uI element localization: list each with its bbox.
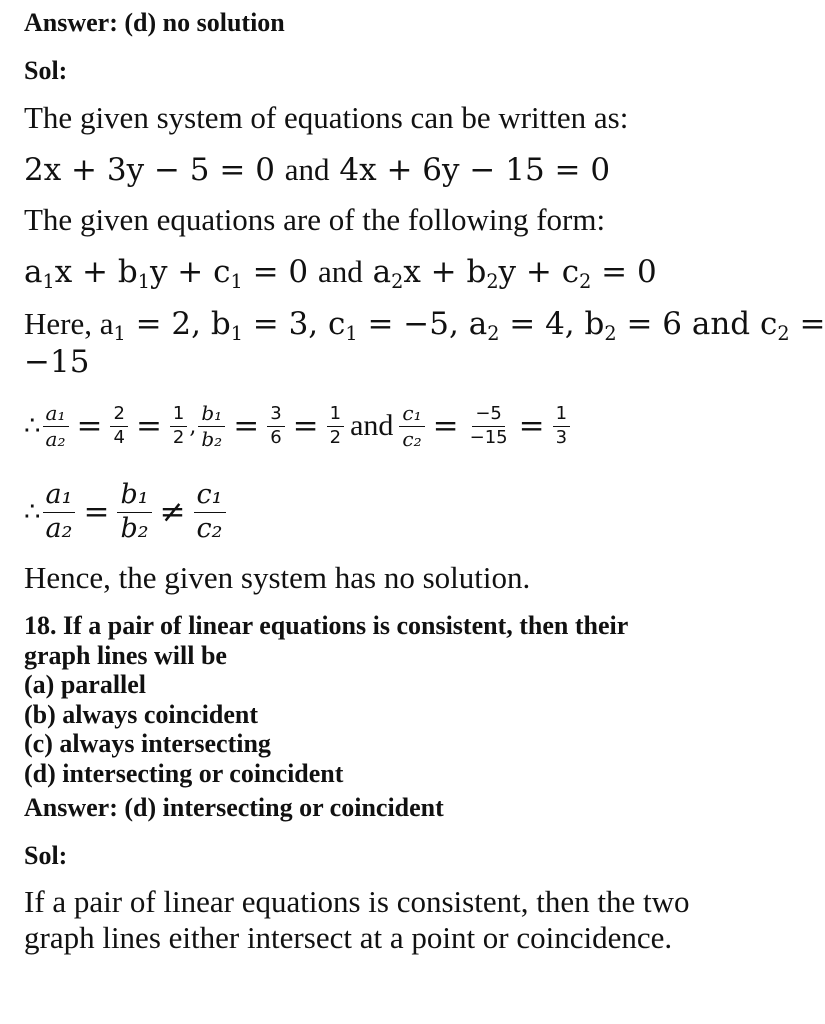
conclusion: Hence, the given system has no solution.: [24, 560, 531, 595]
fraction-c1-c2: $\frac{\text{c₁}}{\text{c₂}}$: [399, 403, 424, 450]
equation-2: 4x + 6y − 15 = 0: [339, 152, 611, 188]
and-word: and: [317, 254, 363, 289]
answer-line-2: [24, 793, 444, 823]
equation-1: 2x + 3y − 5 = 0: [24, 152, 275, 188]
fraction-a1-a2: $\frac{\text{a₁}}{\text{a₂}}$: [43, 403, 69, 450]
fraction-1-2: $\frac{1}{2}$: [170, 405, 187, 448]
answer-line: [24, 8, 285, 38]
fraction-b1-b2-large: $\frac{\text{b₁}}{\text{b₂}}$: [117, 481, 151, 543]
option-b: (b) always coincident: [24, 699, 258, 729]
general-form-line: $a_1x + b_1y + c_1 = 0$ and $a_2x + b_2y + c_2 = 0$: [24, 254, 657, 294]
option-d: (d) intersecting or coincident: [24, 758, 344, 788]
option-a: (a) parallel: [24, 670, 147, 699]
sol-intro: The given system of equations can be written as:: [24, 100, 629, 135]
sol2-line-1: If a pair of linear equations is consistent, then the two: [24, 884, 690, 919]
comparison-line: ∴ $\frac{\text{a₁}}{\text{a₂}}$ = $\frac{\text{b₁}}{\text{b₂}}$ ≠ $\frac{\text{c₁}}{\text{c₂}}$: [24, 472, 228, 552]
form-intro: The given equations are of the following form:: [24, 202, 606, 237]
fraction-c1-c2-large: $\frac{\text{c₁}}{\text{c₂}}$: [194, 481, 226, 543]
here-values-line: Here, $a_1 = 2$, $b_1 = 3$, $c_1 = -5$, $a_2 = 4$, $b_2 = 6$ and $c_2$ =: [24, 306, 825, 346]
fraction-a1-a2-large: $\frac{\text{a₁}}{\text{a₂}}$: [43, 481, 76, 543]
fraction-b1-b2: $\frac{\text{b₁}}{\text{b₂}}$: [198, 403, 225, 450]
equation-line: [24, 152, 610, 188]
sol2-line-2: graph lines either intersect at a point or coincidence.: [24, 920, 673, 955]
and-word: and: [350, 409, 394, 442]
here-values-wrap: −15: [24, 344, 90, 380]
question-line-2: graph lines will be: [24, 640, 227, 670]
fraction-2-4: $\frac{2}{4}$: [110, 405, 127, 448]
therefore-symbol: ∴: [24, 497, 41, 527]
fraction-1-3: $\frac{1}{3}$: [553, 405, 570, 448]
question-line-1: 18. If a pair of linear equations is consistent, then their: [24, 611, 629, 640]
fraction-1-2b: $\frac{1}{2}$: [327, 405, 344, 448]
sol-label-2: Sol:: [24, 841, 68, 870]
question-18: [24, 611, 628, 788]
answer-label: Answer:: [24, 8, 118, 37]
therefore-symbol: ∴: [24, 411, 41, 441]
fraction-3-6: $\frac{3}{6}$: [267, 405, 284, 448]
answer-text: (d) no solution: [124, 8, 285, 37]
answer-label: Answer:: [24, 793, 118, 822]
fraction-neg5-neg15: $\frac{-5}{-15}$: [469, 402, 508, 448]
and-word: and: [284, 152, 330, 187]
option-c: (c) always intersecting: [24, 729, 271, 758]
sol-label: Sol:: [24, 56, 68, 85]
ratio-line: ∴ $\frac{\text{a₁}}{\text{a₂}}$ = $\frac{2}{4}$ = $\frac{1}{2}$ , $\frac{\text{b₁}}{\text{b₂}}$ = $\frac{3}{6}$ = $\frac{1}{2}$ and $\frac{\text{c₁}}{\text{c₂}}$ = $\frac{-5}{-15}$ = $\frac{1}{3}$: [24, 396, 572, 456]
answer-text: (d) intersecting or coincident: [124, 793, 444, 822]
